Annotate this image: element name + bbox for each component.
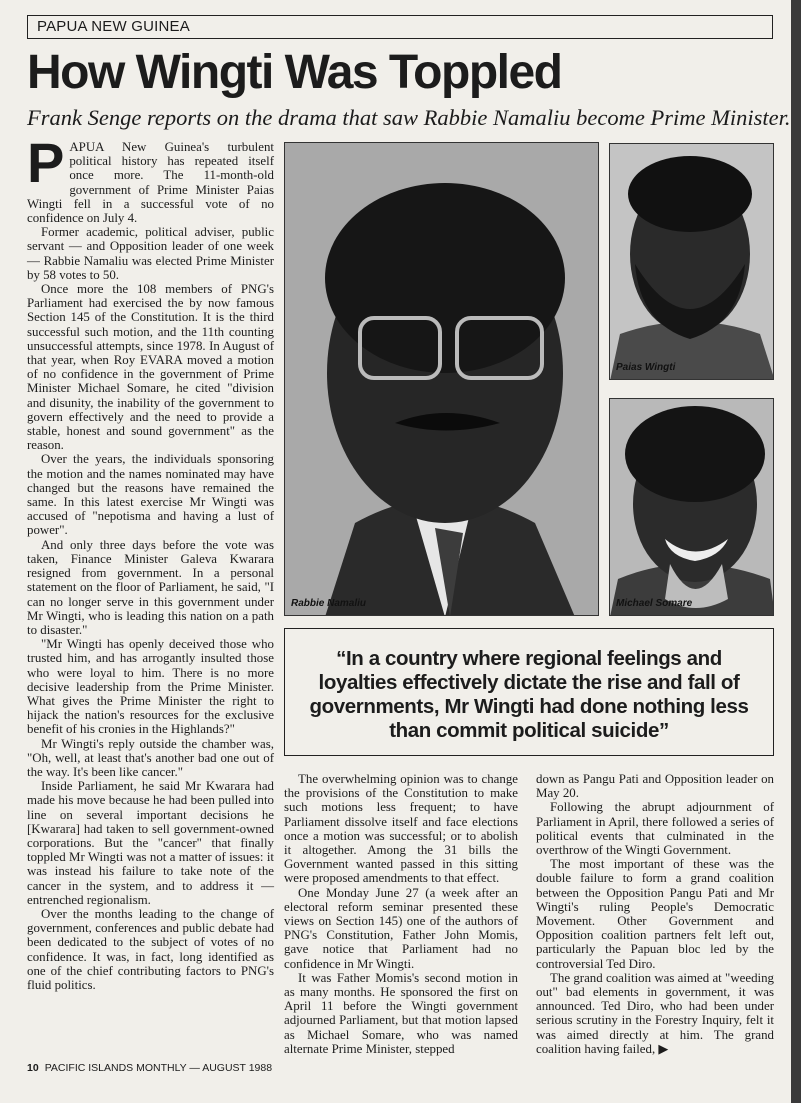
article-column-1 [27,131,274,992]
page-footer [27,1062,272,1074]
article-paragraph: One Monday June 27 (a week after an electoral reform seminar presented these views on Section 145) one of the authors of PNG's Constitution, Father John Momis, gave notice that Parliament had no confidence in Mr Wingti. [284,885,518,971]
photo-paias-wingti [609,143,774,380]
article-paragraph: "Mr Wingti has openly deceived those who trusted him, and has arrogantly insulted those who were loyal to him. There is no more decisive leadership from the Prime Minister. What gives the Prime Minister the right to hijack the nation's resources for the exclusive benefit of his cronies in the Highlands?" [27,637,274,737]
drop-cap: P [27,131,65,194]
pull-quote: “In a country where regional feelings and loyalties effectively dictate the rise and fall of governments, Mr Wingti had done nothing less than commit political suicide” [284,628,774,756]
article-paragraph: The most important of these was the double failure to form a grand coalition between the Opposition Pangu Pati and Mr Wingti's ruling People's Democratic Movement. Other Government and Opposition coalition partners felt left out, particularly the Papuan bloc led by the controversial Ted Diro. [536,857,774,971]
article-paragraph: Over the years, the individuals sponsoring the motion and the names nominated may have changed but the reasons have remained the same. In this latest exercise Mr Wingti was accused of "nepotisma and having a lust of power". [27,452,274,538]
page-number: 10 [27,1062,39,1074]
article-paragraph: Inside Parliament, he said Mr Kwarara had made his move because he had been pulled into line on several important decisions he [Kwarara] had taken to sell government-owned corporations. But the "cancer" that finally toppled Mr Wingti was not a matter of issues: it was instead his failure to take note of the cancer in the system, and to address it — entrenched regionalism. [27,779,274,907]
page-edge [791,0,801,1103]
article-paragraph: Once more the 108 members of PNG's Parliament had exercised the by now famous Section 145 of the Constitution. It is the third successful such motion, and the 11th counting unsuccessful attempts, since 1978. In August of that year, when Roy EVARA moved a motion of no confidence in the government of Prime Minister Michael Somare, he cited "division and disunity, the inability of the government to govern effectively and the need to provide a stable, honest and sound government" as the reason. [27,282,274,453]
article-paragraph: Mr Wingti's reply outside the chamber was, "Oh, well, at least that's another bad one out of the way. It's been like cancer." [27,736,274,779]
deck-subtitle: Frank Senge reports on the drama that saw Rabbie Namaliu become Prime Minister. [27,105,791,130]
article-paragraph: Former academic, political adviser, public servant — and Opposition leader of one week — Rabbie Namaliu was elected Prime Minister by 58 votes to 50. [27,225,274,282]
article-paragraph: The grand coalition was aimed at "weeding out" bad elements in government, it was announced. Ted Diro, who had been under serious scrutiny in the Forestry Inquiry, felt it was aimed directly at him. The grand coalition having failed, ▶ [536,970,774,1056]
article-paragraph: And only three days before the vote was taken, Finance Minister Galeva Kwarara resigned from government. In a personal statement on the floor of Parliament, he said, "I can no longer serve in this government under Mr Wingti, who is leading this nation on a path to disaster." [27,537,274,637]
photo-caption: Paias Wingti [616,362,676,373]
article-paragraph: Over the months leading to the change of government, conferences and public debate had been dedicated to the subject of votes of no confidence. It was, in fact, long identified as one of the chief contributing factors to PNG's fluid politics. [27,906,274,992]
article-paragraph: Following the abrupt adjournment of Parliament in April, there followed a series of political events that culminated in the overthrow of the Wingti Government. [536,800,774,858]
article-paragraph: PAPUA New Guinea's turbulent political history has repeated itself once more. The 11-month-old government of Prime Minister Paias Wingti fell in a successful vote of no confidence on July 4. [27,131,274,226]
photo-michael-somare [609,398,774,616]
headline: How Wingti Was Toppled [27,46,562,99]
article-column-3 [536,772,774,1056]
section-label: PAPUA NEW GUINEA [27,15,773,39]
article-paragraph: down as Pangu Pati and Opposition leader on May 20. [536,772,774,801]
photo-rabbie-namaliu [284,142,599,616]
portrait-image [285,143,599,616]
article-paragraph: The overwhelming opinion was to change the provisions of the Constitution to make such motions less frequent; to have Parliament dissolve itself and face elections once a motion was successful; or to abolish it altogether. Among the 31 bills the Government wanted passed in this sitting were proposed amendments to that effect. [284,772,518,886]
publication-line: PACIFIC ISLANDS MONTHLY — AUGUST 1988 [44,1062,273,1074]
photo-caption: Michael Somare [616,598,693,609]
photo-caption: Rabbie Namaliu [291,598,367,609]
article-column-2 [284,772,518,1056]
article-paragraph: It was Father Momis's second motion in as many months. He sponsored the first on April 11 before the Wingti government adjourned Parliament, but that motion lapsed as Michael Somare, who was named alternate Prime Minister, stepped [284,970,518,1056]
portrait-image [610,144,774,380]
portrait-image [610,399,774,616]
